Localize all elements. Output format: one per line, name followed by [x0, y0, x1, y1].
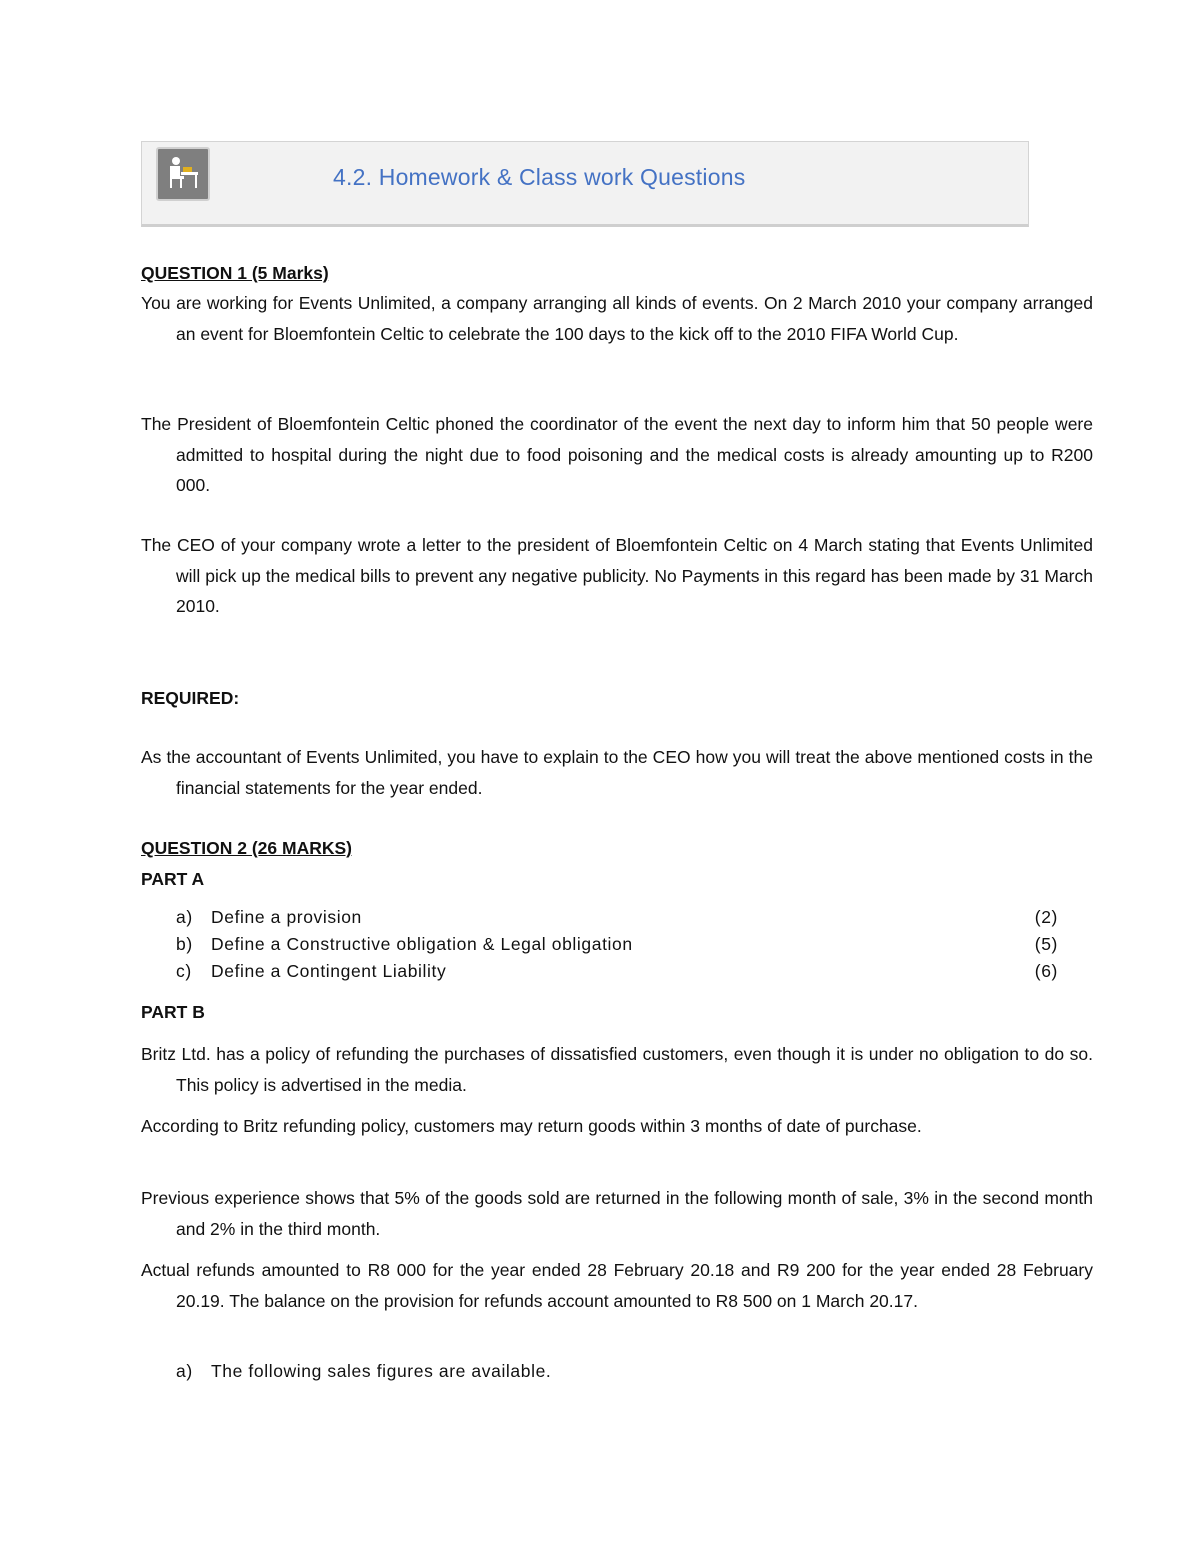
- question-2-heading: QUESTION 2 (26 MARKS): [141, 838, 352, 858]
- list-item: a) Define a provision (2): [176, 907, 1058, 927]
- part-b-paragraph-2: According to Britz refunding policy, customers may return goods within 3 months of date of purchase.: [141, 1116, 922, 1136]
- person-at-desk-icon: [156, 147, 210, 201]
- required-heading: REQUIRED:: [141, 688, 240, 708]
- part-b-paragraph-4: Actual refunds amounted to R8 000 for the year ended 28 February 20.18 and R9 200 for the year ended 28 February 20.19. The balance on the provision for refunds account amounted to R8 500 on 1 March 20.17.: [141, 1260, 1093, 1311]
- question-1-paragraph-2: The President of Bloemfontein Celtic phoned the coordinator of the event the next day to inform him that 50 people were admitted to hospital during the night due to food poisoning and the medical costs is already amounting up to R200 000.: [141, 414, 1093, 495]
- part-b-paragraph-3: Previous experience shows that 5% of the goods sold are returned in the following month of sale, 3% in the second month and 2% in the third month.: [141, 1188, 1093, 1239]
- list-item: b) Define a Constructive obligation & Legal obligation (5): [176, 934, 1058, 954]
- question-1-paragraph-1: You are working for Events Unlimited, a company arranging all kinds of events. On 2 March 2010 your company arranged an event for Bloemfontein Celtic to celebrate the 100 days to the kick off to the 2010 FIFA World Cup.: [141, 293, 1093, 344]
- list-item: c) Define a Contingent Liability (6): [176, 961, 1058, 981]
- question-1-paragraph-3: The CEO of your company wrote a letter to the president of Bloemfontein Celtic on 4 March stating that Events Unlimited will pick up the medical bills to prevent any negative publicity. No Payments in this regard has been made by 31 March 2010.: [141, 535, 1093, 616]
- part-b-heading: PART B: [141, 1002, 205, 1022]
- section-title: 4.2. Homework & Class work Questions: [333, 164, 746, 190]
- required-paragraph: As the accountant of Events Unlimited, you have to explain to the CEO how you will treat the above mentioned costs in the financial statements for the year ended.: [141, 747, 1093, 798]
- part-b-paragraph-1: Britz Ltd. has a policy of refunding the purchases of dissatisfied customers, even though it is under no obligation to do so. This policy is advertised in the media.: [141, 1044, 1093, 1095]
- question-1-heading: QUESTION 1 (5 Marks): [141, 263, 329, 283]
- part-a-heading: PART A: [141, 869, 205, 889]
- section-header: [141, 141, 1029, 227]
- list-item: a) The following sales figures are available.: [176, 1361, 552, 1381]
